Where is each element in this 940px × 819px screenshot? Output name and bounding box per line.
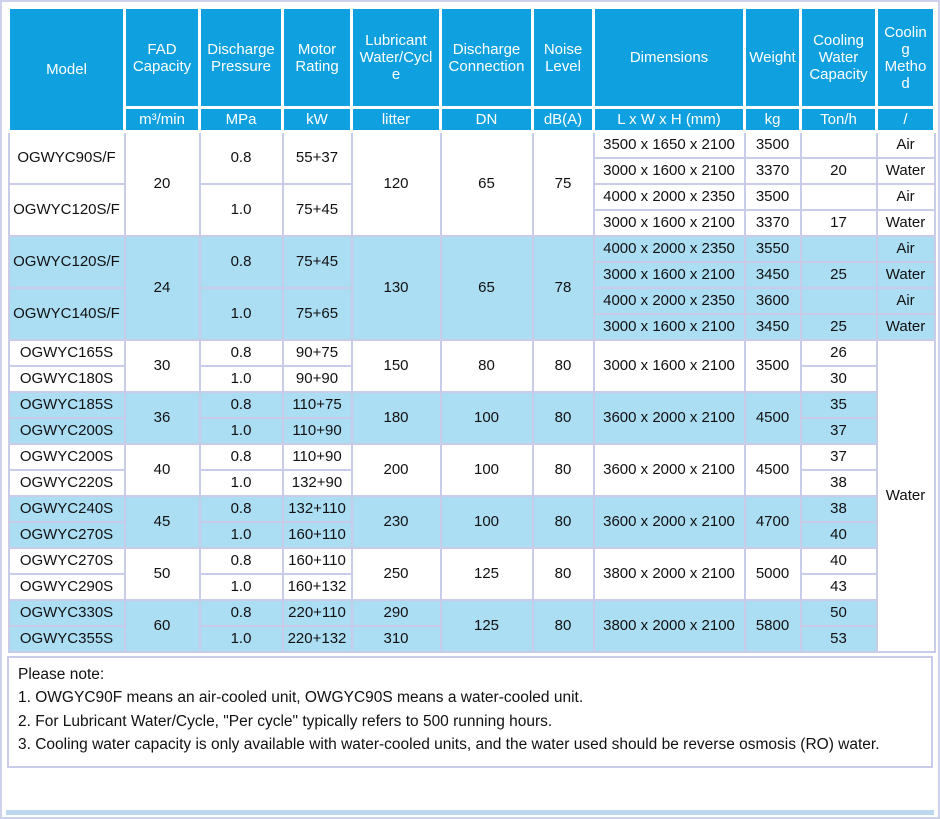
cell-cooling-water-capacity: 43 — [801, 574, 877, 600]
cell-dimensions: 3800 x 2000 x 2100 — [594, 600, 745, 652]
cell-fad-capacity: 30 — [125, 340, 200, 392]
cell-fad-capacity: 50 — [125, 548, 200, 600]
cell-cooling-water-capacity: 25 — [801, 262, 877, 288]
cell-motor-rating: 110+90 — [283, 444, 352, 470]
cell-discharge-connection: 65 — [441, 236, 533, 340]
cell-cooling-water-capacity: 38 — [801, 470, 877, 496]
column-unit-weight: kg — [745, 108, 801, 132]
column-unit-cooling-method: / — [877, 108, 935, 132]
cell-discharge-pressure: 1.0 — [200, 470, 283, 496]
cell-discharge-pressure: 0.8 — [200, 392, 283, 418]
cell-model: OGWYC270S — [9, 522, 125, 548]
cell-discharge-connection: 100 — [441, 496, 533, 548]
cell-discharge-pressure: 0.8 — [200, 444, 283, 470]
cell-model: OGWYC220S — [9, 470, 125, 496]
note-item-2: 2. For Lubricant Water/Cycle, "Per cycle" typically refers to 500 running hours. — [18, 712, 553, 730]
cell-cooling-water-capacity: 37 — [801, 444, 877, 470]
cell-cooling-water-capacity — [801, 288, 877, 314]
cell-lubricant-water-cycle: 230 — [352, 496, 441, 548]
cell-discharge-pressure: 1.0 — [200, 418, 283, 444]
cell-discharge-pressure: 0.8 — [200, 132, 283, 184]
cell-model: OGWYC200S — [9, 444, 125, 470]
cell-dimensions: 4000 x 2000 x 2350 — [594, 184, 745, 210]
cell-discharge-connection: 125 — [441, 600, 533, 652]
cell-fad-capacity: 20 — [125, 132, 200, 236]
cell-discharge-pressure: 0.8 — [200, 600, 283, 626]
cell-weight: 3450 — [745, 314, 801, 340]
cell-discharge-pressure: 1.0 — [200, 288, 283, 340]
cell-motor-rating: 110+90 — [283, 418, 352, 444]
cell-discharge-pressure: 1.0 — [200, 574, 283, 600]
cell-weight: 3370 — [745, 210, 801, 236]
spec-table — [7, 6, 936, 653]
cell-weight: 3550 — [745, 236, 801, 262]
column-unit-cooling-water-capacity: Ton/h — [801, 108, 877, 132]
cell-cooling-method: Water — [877, 158, 935, 184]
cell-discharge-connection: 65 — [441, 132, 533, 236]
cell-motor-rating: 160+110 — [283, 548, 352, 574]
cell-model: OGWYC120S/F — [9, 236, 125, 288]
cell-motor-rating: 90+90 — [283, 366, 352, 392]
cell-dimensions: 3000 x 1600 x 2100 — [594, 158, 745, 184]
cell-model: OGWYC290S — [9, 574, 125, 600]
cell-dimensions: 4000 x 2000 x 2350 — [594, 288, 745, 314]
column-header-model: Model — [9, 8, 125, 132]
cell-weight: 5000 — [745, 548, 801, 600]
cell-noise-level: 75 — [533, 132, 594, 236]
cell-dimensions: 3800 x 2000 x 2100 — [594, 548, 745, 600]
cell-dimensions: 3000 x 1600 x 2100 — [594, 340, 745, 392]
cell-noise-level: 80 — [533, 444, 594, 496]
cell-cooling-water-capacity — [801, 236, 877, 262]
cell-weight: 4700 — [745, 496, 801, 548]
cell-weight: 3500 — [745, 132, 801, 158]
cell-discharge-pressure: 1.0 — [200, 522, 283, 548]
cell-discharge-connection: 125 — [441, 548, 533, 600]
cell-fad-capacity: 36 — [125, 392, 200, 444]
cell-motor-rating: 132+90 — [283, 470, 352, 496]
cell-weight: 4500 — [745, 444, 801, 496]
cell-cooling-method: Air — [877, 288, 935, 314]
note-item-1: 1. OWGYC90F means an air-cooled unit, OWGYC90S means a water-cooled unit. — [18, 689, 584, 707]
column-header-lubricant-water-cycle: Lubricant Water/Cycle — [352, 8, 441, 108]
cell-fad-capacity: 24 — [125, 236, 200, 340]
cell-cooling-water-capacity: 53 — [801, 626, 877, 652]
cell-weight: 5800 — [745, 600, 801, 652]
cell-dimensions: 3000 x 1600 x 2100 — [594, 314, 745, 340]
column-header-motor-rating: Motor Rating — [283, 8, 352, 108]
cell-cooling-water-capacity: 38 — [801, 496, 877, 522]
cell-cooling-method: Water — [877, 340, 935, 652]
cell-model: OGWYC330S — [9, 600, 125, 626]
table-body — [9, 132, 935, 652]
cell-cooling-method: Air — [877, 132, 935, 158]
cell-dimensions: 4000 x 2000 x 2350 — [594, 236, 745, 262]
column-unit-discharge-connection: DN — [441, 108, 533, 132]
note-item-3: 3. Cooling water capacity is only available with water-cooled units, and the water used should be reverse osmosis (RO) water. — [18, 736, 880, 754]
cell-dimensions: 3000 x 1600 x 2100 — [594, 262, 745, 288]
cell-model: OGWYC240S — [9, 496, 125, 522]
cell-dimensions: 3600 x 2000 x 2100 — [594, 392, 745, 444]
cell-motor-rating: 160+132 — [283, 574, 352, 600]
cell-cooling-water-capacity: 37 — [801, 418, 877, 444]
cell-model: OGWYC185S — [9, 392, 125, 418]
cell-cooling-water-capacity: 50 — [801, 600, 877, 626]
cell-cooling-method: Air — [877, 236, 935, 262]
cell-model: OGWYC200S — [9, 418, 125, 444]
cell-motor-rating: 75+65 — [283, 288, 352, 340]
cell-lubricant-water-cycle: 180 — [352, 392, 441, 444]
cell-fad-capacity: 60 — [125, 600, 200, 652]
cell-motor-rating: 75+45 — [283, 236, 352, 288]
cell-cooling-water-capacity — [801, 184, 877, 210]
cell-discharge-pressure: 0.8 — [200, 548, 283, 574]
cell-cooling-water-capacity: 20 — [801, 158, 877, 184]
cell-lubricant-water-cycle: 120 — [352, 132, 441, 236]
column-unit-motor-rating: kW — [283, 108, 352, 132]
cell-noise-level: 80 — [533, 340, 594, 392]
cell-weight: 3450 — [745, 262, 801, 288]
cell-cooling-water-capacity: 25 — [801, 314, 877, 340]
cell-cooling-water-capacity: 26 — [801, 340, 877, 366]
column-header-weight: Weight — [745, 8, 801, 108]
cell-weight: 3500 — [745, 340, 801, 392]
cell-cooling-water-capacity: 40 — [801, 522, 877, 548]
cell-cooling-water-capacity: 30 — [801, 366, 877, 392]
cell-fad-capacity: 40 — [125, 444, 200, 496]
cell-cooling-method: Water — [877, 262, 935, 288]
cell-model: OGWYC270S — [9, 548, 125, 574]
cell-lubricant-water-cycle: 130 — [352, 236, 441, 340]
cell-weight: 3370 — [745, 158, 801, 184]
cell-lubricant-water-cycle: 150 — [352, 340, 441, 392]
cell-discharge-pressure: 0.8 — [200, 496, 283, 522]
column-unit-dimensions: L x W x H (mm) — [594, 108, 745, 132]
notes-section — [7, 656, 933, 768]
cell-motor-rating: 55+37 — [283, 132, 352, 184]
cell-dimensions: 3600 x 2000 x 2100 — [594, 444, 745, 496]
cell-weight: 4500 — [745, 392, 801, 444]
cell-cooling-method: Air — [877, 184, 935, 210]
cell-discharge-pressure: 0.8 — [200, 340, 283, 366]
bottom-accent-bar — [6, 810, 934, 815]
cell-noise-level: 80 — [533, 496, 594, 548]
cell-noise-level: 78 — [533, 236, 594, 340]
cell-cooling-water-capacity: 40 — [801, 548, 877, 574]
cell-lubricant-water-cycle: 250 — [352, 548, 441, 600]
cell-model: OGWYC120S/F — [9, 184, 125, 236]
cell-noise-level: 80 — [533, 548, 594, 600]
cell-dimensions: 3600 x 2000 x 2100 — [594, 496, 745, 548]
cell-weight: 3600 — [745, 288, 801, 314]
cell-motor-rating: 132+110 — [283, 496, 352, 522]
cell-cooling-method: Water — [877, 314, 935, 340]
cell-model: OGWYC180S — [9, 366, 125, 392]
cell-discharge-pressure: 0.8 — [200, 236, 283, 288]
cell-dimensions: 3000 x 1600 x 2100 — [594, 210, 745, 236]
cell-lubricant-water-cycle: 200 — [352, 444, 441, 496]
cell-motor-rating: 75+45 — [283, 184, 352, 236]
cell-weight: 3500 — [745, 184, 801, 210]
cell-discharge-connection: 80 — [441, 340, 533, 392]
cell-lubricant-water-cycle: 290 — [352, 600, 441, 626]
column-header-noise-level: Noise Level — [533, 8, 594, 108]
cell-motor-rating: 110+75 — [283, 392, 352, 418]
cell-discharge-connection: 100 — [441, 444, 533, 496]
cell-motor-rating: 90+75 — [283, 340, 352, 366]
column-unit-fad-capacity: m³/min — [125, 108, 200, 132]
column-header-fad-capacity: FAD Capacity — [125, 8, 200, 108]
cell-cooling-water-capacity — [801, 132, 877, 158]
cell-discharge-pressure: 1.0 — [200, 366, 283, 392]
cell-noise-level: 80 — [533, 392, 594, 444]
cell-cooling-water-capacity: 17 — [801, 210, 877, 236]
cell-model: OGWYC90S/F — [9, 132, 125, 184]
column-header-cooling-method: Cooling Method — [877, 8, 935, 108]
cell-motor-rating: 160+110 — [283, 522, 352, 548]
cell-discharge-connection: 100 — [441, 392, 533, 444]
cell-discharge-pressure: 1.0 — [200, 184, 283, 236]
column-unit-lubricant-water-cycle: litter — [352, 108, 441, 132]
cell-discharge-pressure: 1.0 — [200, 626, 283, 652]
column-unit-discharge-pressure: MPa — [200, 108, 283, 132]
cell-lubricant-water-cycle: 310 — [352, 626, 441, 652]
cell-cooling-method: Water — [877, 210, 935, 236]
cell-dimensions: 3500 x 1650 x 2100 — [594, 132, 745, 158]
cell-cooling-water-capacity: 35 — [801, 392, 877, 418]
notes-title: Please note: — [18, 665, 105, 683]
cell-motor-rating: 220+132 — [283, 626, 352, 652]
column-header-cooling-water-capacity: Cooling Water Capacity — [801, 8, 877, 108]
column-header-discharge-connection: Discharge Connection — [441, 8, 533, 108]
cell-fad-capacity: 45 — [125, 496, 200, 548]
table-header — [9, 8, 935, 132]
cell-motor-rating: 220+110 — [283, 600, 352, 626]
column-unit-noise-level: dB(A) — [533, 108, 594, 132]
column-header-discharge-pressure: Discharge Pressure — [200, 8, 283, 108]
cell-noise-level: 80 — [533, 600, 594, 652]
column-header-dimensions: Dimensions — [594, 8, 745, 108]
cell-model: OGWYC355S — [9, 626, 125, 652]
cell-model: OGWYC140S/F — [9, 288, 125, 340]
cell-model: OGWYC165S — [9, 340, 125, 366]
